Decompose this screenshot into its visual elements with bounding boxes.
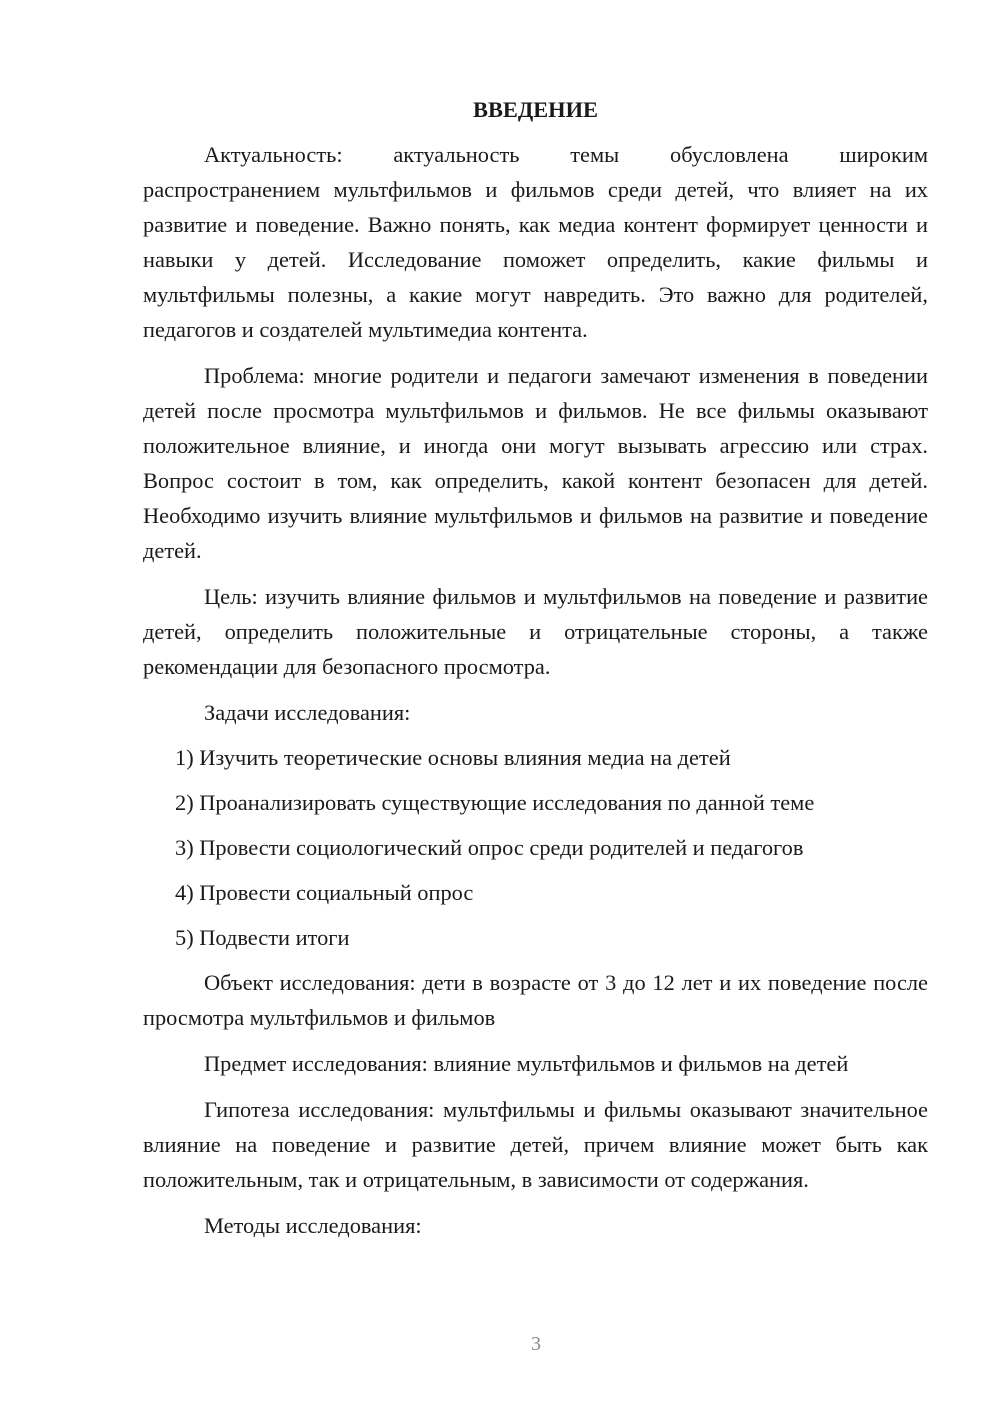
task-item-5: 5) Подвести итоги	[175, 925, 350, 950]
subject-paragraph: Предмет исследования: влияние мультфильмов и фильмов на детей	[204, 1051, 849, 1076]
task-item-2: 2) Проанализировать существующие исследования по данной теме	[175, 790, 815, 815]
hypothesis-paragraph: Гипотеза исследования: мультфильмы и фильмы оказывают значительное влияние на поведение и развитие детей, причем влияние может быть как положительным, так и отрицательным, в зависимости от содержания.	[143, 1097, 928, 1192]
tasks-heading: Задачи исследования:	[204, 700, 411, 725]
page-number: 3	[531, 1333, 541, 1355]
object-paragraph: Объект исследования: дети в возрасте от 3 до 12 лет и их поведение после просмотра мультфильмов и фильмов	[143, 970, 928, 1030]
task-item-1: 1) Изучить теоретические основы влияния медиа на детей	[175, 745, 731, 770]
methods-heading: Методы исследования:	[204, 1213, 422, 1238]
document-page	[143, 92, 928, 1254]
goal-paragraph: Цель: изучить влияние фильмов и мультфильмов на поведение и развитие детей, определить положительные и отрицательные стороны, а также рекомендации для безопасного просмотра.	[143, 584, 928, 679]
section-title: ВВЕДЕНИЕ	[473, 97, 598, 122]
task-item-4: 4) Провести социальный опрос	[175, 880, 474, 905]
problem-paragraph: Проблема: многие родители и педагоги замечают изменения в поведении детей после просмотра мультфильмов и фильмов. Не все фильмы оказывают положительное влияние, и иногда они могут вызывать агрессию или страх. Вопрос состоит в том, как определить, какой контент безопасен для детей. Необходимо изучить влияние мультфильмов и фильмов на развитие и поведение детей.	[143, 363, 928, 563]
task-item-3: 3) Провести социологический опрос среди родителей и педагогов	[175, 835, 804, 860]
tasks-list	[143, 740, 928, 955]
relevance-paragraph: Актуальность: актуальность темы обусловлена широким распространением мультфильмов и фильмов среди детей, что влияет на их развитие и поведение. Важно понять, как медиа контент формирует ценности и навыки у детей. Исследование поможет определить, какие фильмы и мультфильмы полезны, а какие могут навредить. Это важно для родителей, педагогов и создателей мультимедиа контента.	[143, 142, 928, 342]
